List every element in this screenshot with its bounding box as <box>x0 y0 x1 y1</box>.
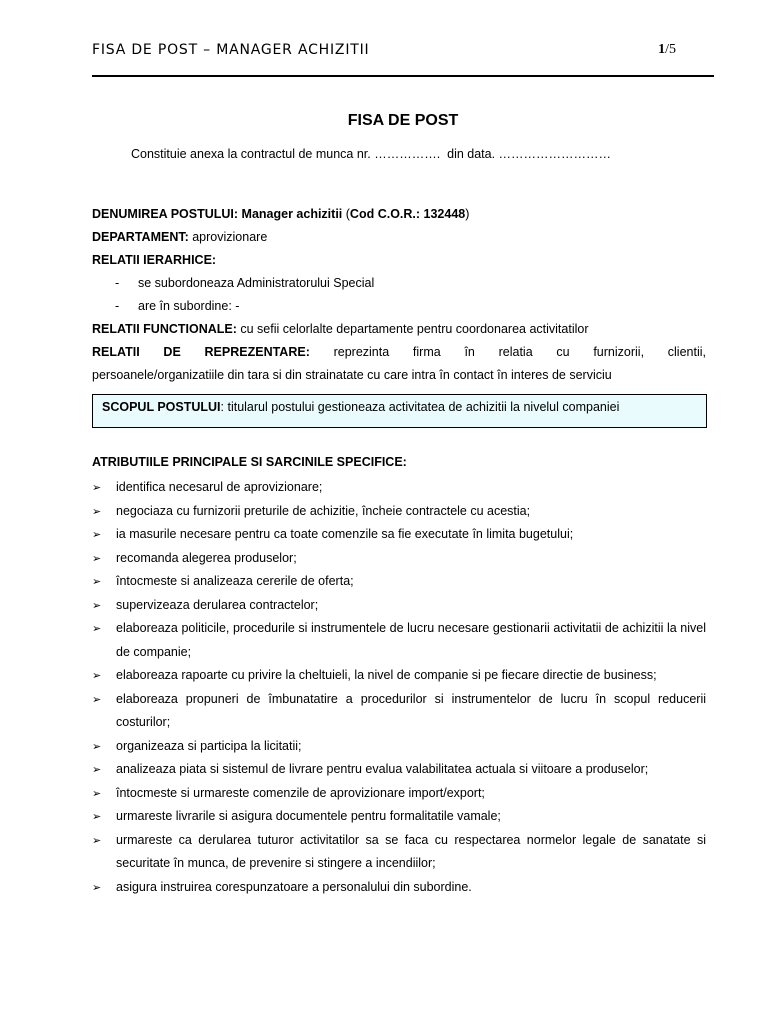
arrow-bullet-icon: ➢ <box>92 528 102 541</box>
page-number <box>658 42 676 58</box>
post-value: Manager achizitii <box>241 207 343 221</box>
header-title: FISA DE POST – MANAGER ACHIZITII <box>92 42 370 58</box>
list-item <box>92 782 706 806</box>
job-details <box>92 203 706 387</box>
page-current: 1 <box>658 42 666 57</box>
responsibilities-list <box>92 476 706 899</box>
cod-close: ) <box>465 207 470 221</box>
list-item-text: supervizeaza derularea contractelor; <box>116 597 319 612</box>
cod-open: ( <box>342 207 350 221</box>
list-item <box>92 500 706 524</box>
list-item <box>92 758 706 782</box>
arrow-bullet-icon: ➢ <box>92 598 102 612</box>
list-item <box>92 523 706 547</box>
list-item-text: ia masurile necesare pentru ca toate comenzile sa fie executate în limita bugetului; <box>116 527 574 541</box>
list-item <box>92 617 706 664</box>
list-item-text: recomanda alegerea produselor; <box>116 550 297 565</box>
arrow-bullet-icon: ➢ <box>92 880 102 894</box>
arrow-bullet-icon: ➢ <box>92 575 102 588</box>
arrow-bullet-icon: ➢ <box>92 786 102 800</box>
list-item <box>92 664 706 688</box>
list-item <box>92 594 706 618</box>
list-item-text: elaboreaza propuneri de îmbunatatire a procedurilor si instrumentelor de lucru în scopul reducerii costurilor; <box>116 691 706 729</box>
functional-label: RELATII FUNCTIONALE: <box>92 322 237 336</box>
responsibilities-title: ATRIBUTIILE PRINCIPALE SI SARCINILE SPECIFICE: <box>92 455 407 469</box>
list-item-text: negociaza cu furnizorii preturile de achizitie, încheie contractele cu acestia; <box>116 503 531 518</box>
list-item-text: elaboreaza politicile, procedurile si instrumentele de lucru necesare gestionarii activitatii de achizitii la nivel de companie; <box>116 621 706 659</box>
arrow-bullet-icon: ➢ <box>92 833 102 847</box>
scope-box <box>92 394 707 428</box>
department-label: DEPARTAMENT: <box>92 230 193 244</box>
hierarchy-item: - se subordoneaza Administratorului Special <box>115 276 375 290</box>
representation-value: reprezinta firma în relatia cu furnizorii, clientii, <box>309 345 706 359</box>
hierarchy-label: RELATII IERARHICE: <box>92 253 217 267</box>
list-item-text: urmareste ca derularea tuturor activitatilor sa se faca cu respectarea normelor legale de sanatate si securitate în munca, de prevenire si stingere a incendiilor; <box>116 832 706 870</box>
arrow-bullet-icon: ➢ <box>92 504 102 518</box>
arrow-bullet-icon: ➢ <box>92 481 102 494</box>
page-total: /5 <box>665 42 676 57</box>
list-item <box>92 876 706 900</box>
representation-continued: persoanele/organizatiile din tara si din strainatate cu care intra în contact în interes de serviciu <box>92 368 612 382</box>
list-item <box>92 570 706 594</box>
arrow-bullet-icon: ➢ <box>92 692 102 706</box>
list-item <box>92 735 706 759</box>
list-item-text: elaboreaza rapoarte cu privire la cheltuieli, la nivel de companie si pe fiecare directie de business; <box>116 668 657 682</box>
arrow-bullet-icon: ➢ <box>92 810 102 823</box>
post-label: DENUMIREA POSTULUI: <box>92 207 242 221</box>
department-value: aprovizionare <box>192 230 268 244</box>
cod-label: Cod C.O.R.: 132448 <box>349 207 466 221</box>
list-item <box>92 476 706 500</box>
list-item-text: identifica necesarul de aprovizionare; <box>116 480 323 494</box>
list-item-text: analizeaza piata si sistemul de livrare pentru evalua valabilitatea actuala si viitoare a produselor; <box>116 762 649 776</box>
representation-label: RELATII DE REPREZENTARE: <box>92 345 310 359</box>
page-header <box>92 42 712 62</box>
list-item <box>92 805 706 829</box>
annex-line: Constituie anexa la contractul de munca nr. ……………. din data. ……………………… <box>131 147 612 161</box>
list-item-text: întocmeste si urmareste comenzile de aprovizionare import/export; <box>116 785 485 800</box>
scope-text: : titularul postului gestioneaza activitatea de achizitii la nivelul companiei <box>220 400 620 414</box>
representation-line <box>92 341 706 364</box>
arrow-bullet-icon: ➢ <box>92 739 102 753</box>
post-name-line <box>92 203 706 226</box>
list-item <box>92 547 706 571</box>
functional-line <box>92 318 706 341</box>
list-item-text: întocmeste si analizeaza cererile de oferta; <box>116 574 354 588</box>
document-title: FISA DE POST <box>347 112 459 129</box>
department-line <box>92 226 706 249</box>
list-item <box>92 688 706 735</box>
arrow-bullet-icon: ➢ <box>92 551 102 565</box>
scope-label: SCOPUL POSTULUI <box>102 400 221 414</box>
list-item <box>92 829 706 876</box>
list-item-text: asigura instruirea corespunzatoare a personalului din subordine. <box>116 879 472 894</box>
arrow-bullet-icon: ➢ <box>92 763 102 776</box>
arrow-bullet-icon: ➢ <box>92 669 102 682</box>
list-item-text: urmareste livrarile si asigura documentele pentru formalitatile vamale; <box>116 809 501 823</box>
arrow-bullet-icon: ➢ <box>92 622 102 635</box>
header-divider <box>92 75 714 77</box>
hierarchy-item: - are în subordine: - <box>115 299 240 313</box>
functional-value: cu sefii celorlalte departamente pentru coordonarea activitatilor <box>236 322 589 336</box>
list-item-text: organizeaza si participa la licitatii; <box>116 738 302 753</box>
